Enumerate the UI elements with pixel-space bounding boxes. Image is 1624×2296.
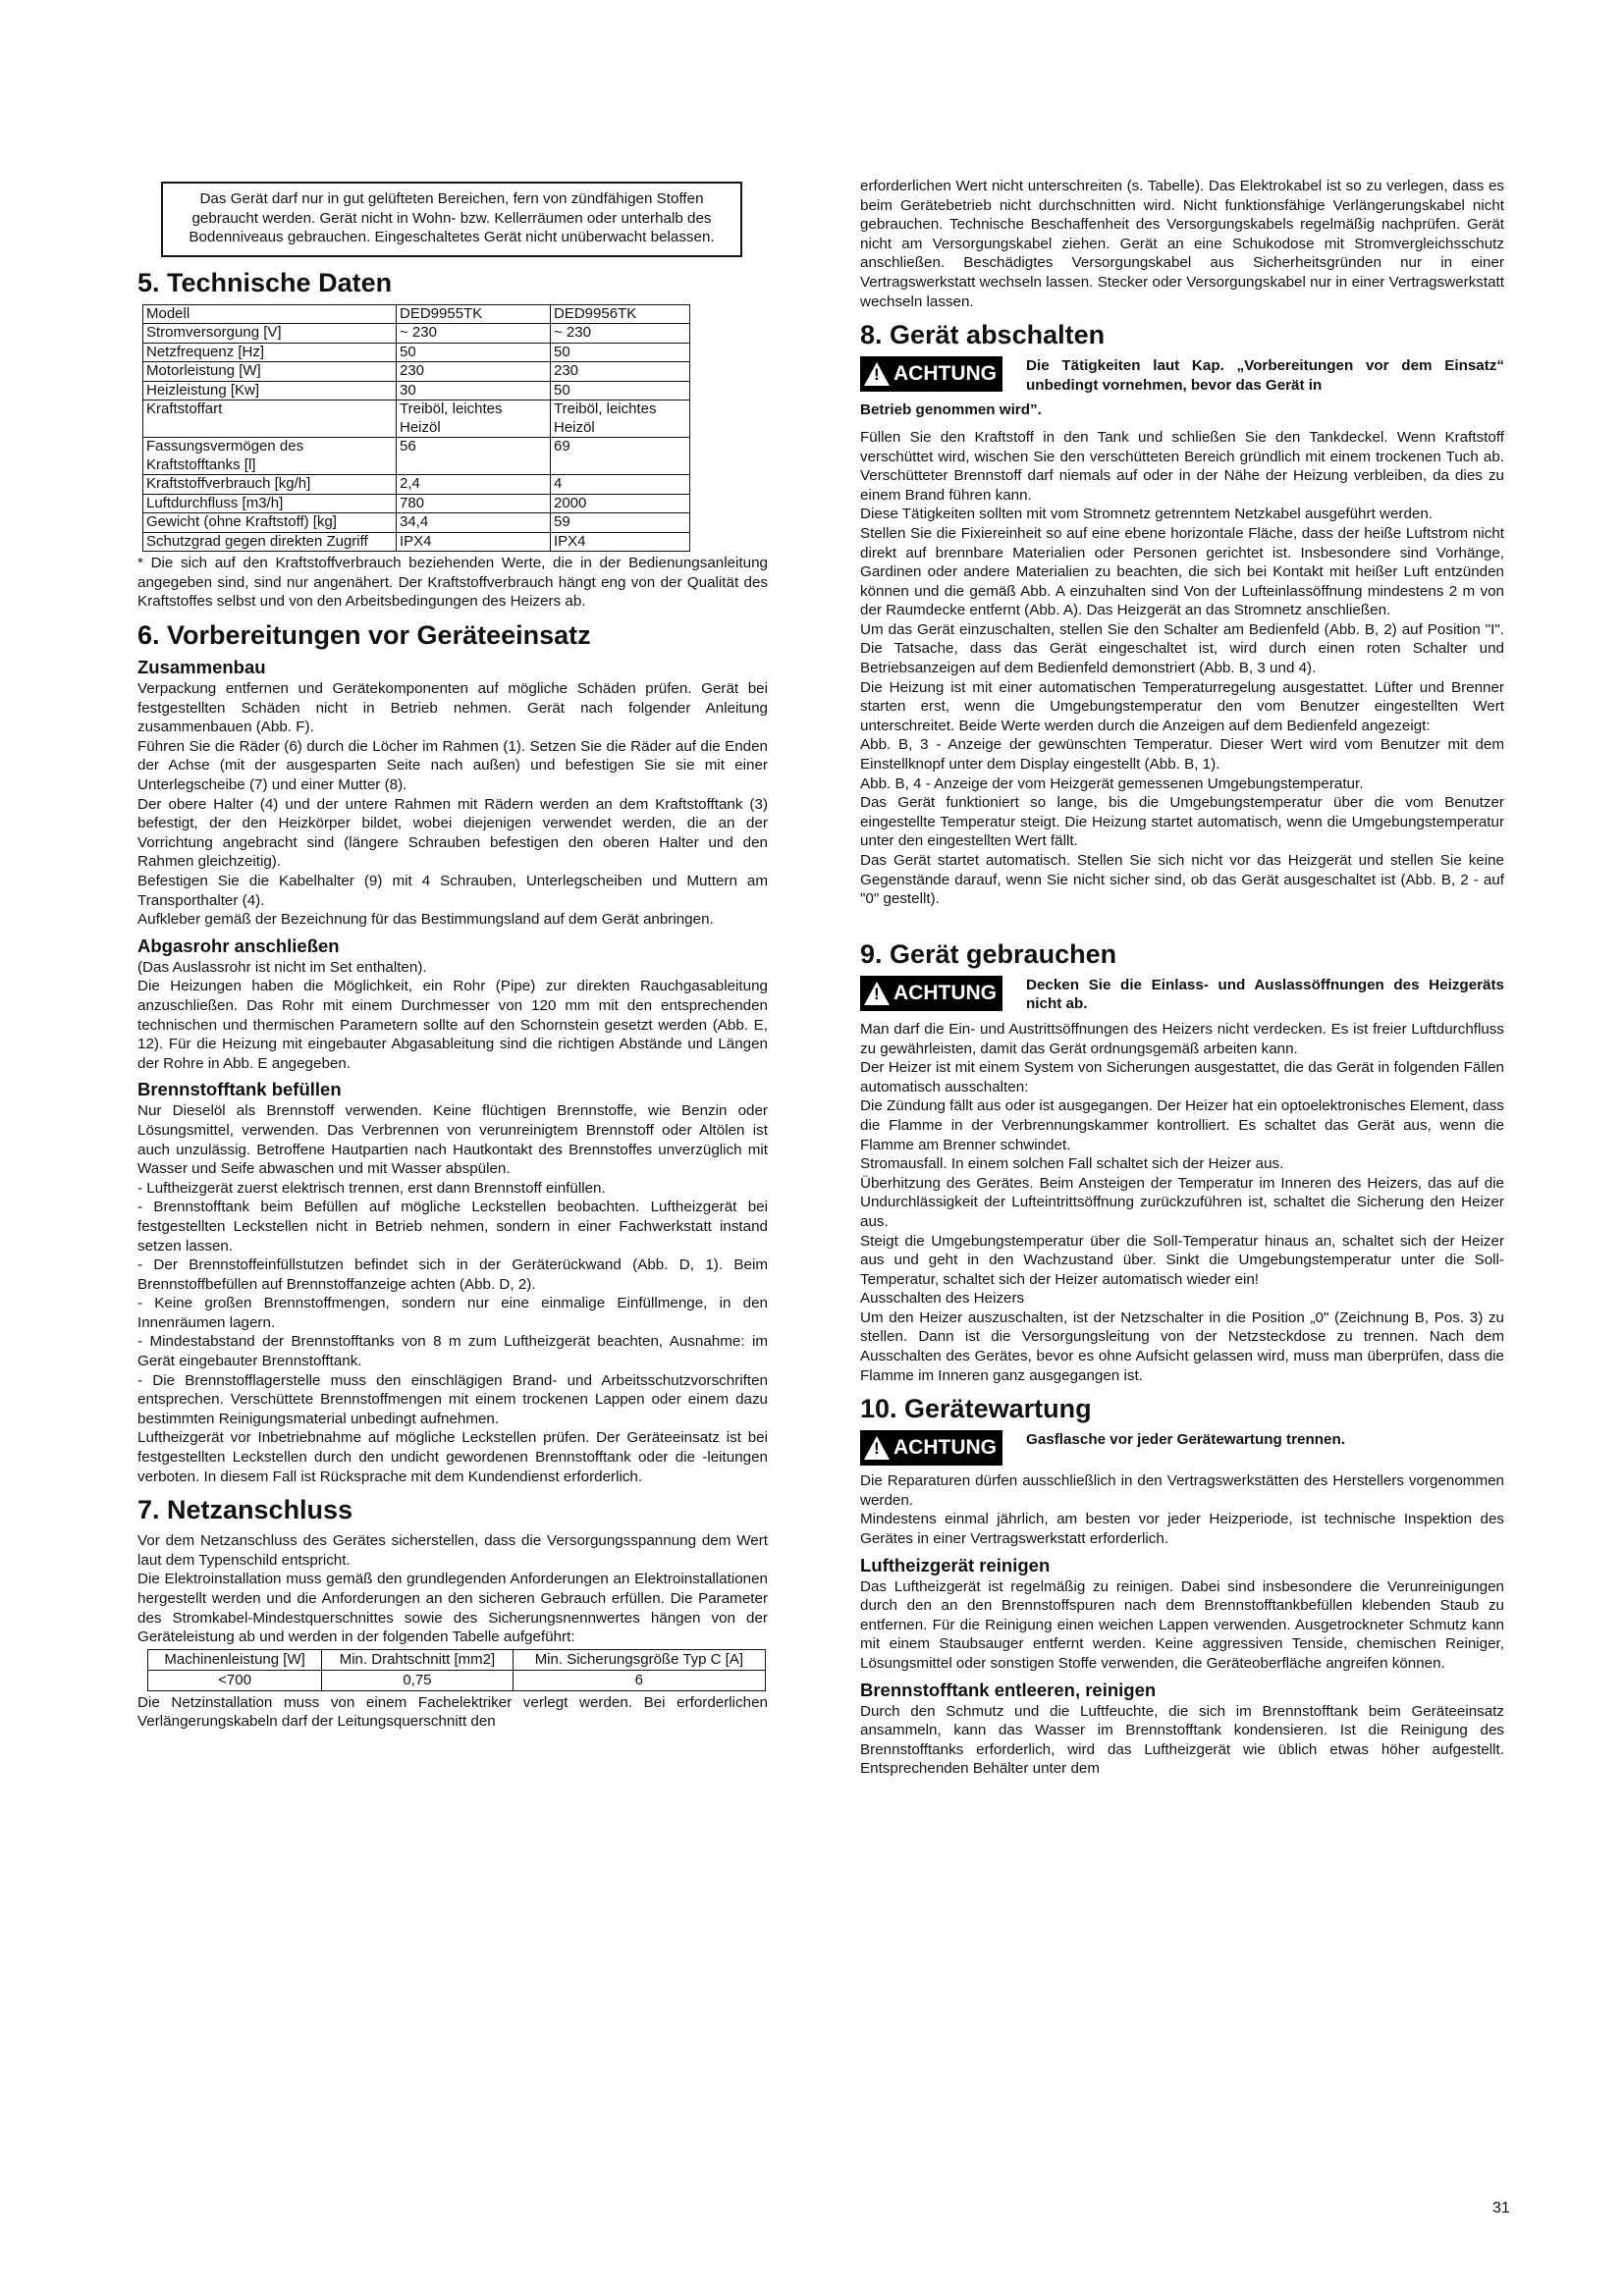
table-cell: Luftdurchfluss [m3/h] xyxy=(143,494,397,513)
table-cell: Stromversorgung [V] xyxy=(143,324,397,344)
table-cell: Kraftstoffart xyxy=(143,400,397,438)
fuel-footnote: * Die sich auf den Kraftstoffverbrauch beziehenden Werte, die in der Bedienungsanleitung angegeben sind, sind nur angenähert. Der Kraftstoffverbrauch hängt eng von der Qualität des Kraftstoffes selbst und von den Arbeitsbedingungen des Heizers ab. xyxy=(137,555,768,611)
paragraph: Der Heizer ist mit einem System von Sicherungen ausgestattet, die das Gerät in folgenden Fällen automatisch ausschalten: xyxy=(860,1059,1504,1095)
table-cell: 69 xyxy=(551,438,690,475)
page-number: 31 xyxy=(1492,2200,1510,2216)
table-cell: 2000 xyxy=(551,494,690,513)
safety-warning-box xyxy=(161,182,742,257)
achtung-text-continued: Betrieb genommen wird”. xyxy=(860,401,1042,419)
paragraph: Überhitzung des Gerätes. Beim Ansteigen der Temperatur im Inneren des Heizers, das auf die Undurchlässigkeit der Lufteintrittsöffnung zurückzuführen ist, schaltet die Sicherung den Heizer aus. xyxy=(860,1174,1504,1230)
paragraph: Nur Dieselöl als Brennstoff verwenden. Keine flüchtigen Brennstoffe, wie Benzin oder Lösungsmittel, verwenden. Das Verbrennen von verunreinigtem Brennstoff oder Altölen ist auch unzulässig. Betroffene Hautpartien nach Hautkontakt des Brennstoffes unverzüglich mit Wasser und Seife abwaschen und mit Wasser abspülen. xyxy=(137,1102,768,1178)
table-cell: Treiböl, leichtes Heizöl xyxy=(551,400,690,438)
table-cell: 4 xyxy=(551,475,690,495)
heater-cleaning-heading: Luftheizgerät reinigen xyxy=(860,1554,1051,1575)
assembly-heading: Zusammenbau xyxy=(137,657,266,678)
paragraph: (Das Auslassrohr ist nicht im Set enthalten). xyxy=(137,958,427,976)
left-column xyxy=(137,177,768,1732)
warning-triangle-icon xyxy=(864,362,890,386)
table-row xyxy=(143,400,690,438)
paragraph: Die Heizung ist mit einer automatischen Temperaturregelung ausgestattet. Lüfter und Brenner starten erst, wenn die Umgebungstemperatur den vom Benutzer eingestellten Wert unterschreitet. Beide Werte werden durch die Anzeigen auf dem Bedienfeld angezeigt: xyxy=(860,678,1504,734)
table-header-row xyxy=(148,1649,766,1670)
paragraph: Der obere Halter (4) und der untere Rahmen mit Rädern werden an dem Kraftstofftank (3) befestigt, der den Heizkörper bildet, wobei diejenigen verwendet werden, die an der Vorrichtung angebracht sind (längere Schrauben befestigen den oberen Halter und den Rahmen gleichzeitig). xyxy=(137,795,768,871)
paragraph: - Brennstofftank beim Befüllen auf mögliche Leckstellen beobachten. Luftheizgerät bei festgestellten Leckstellen nicht in Betrieb nehmen, sondern in einer Fachwerkstatt instand setzen lassen. xyxy=(137,1199,768,1255)
achtung-label: ACHTUNG xyxy=(893,362,997,386)
table-cell: Heizleistung [Kw] xyxy=(143,381,397,400)
table-row xyxy=(143,438,690,475)
table-row xyxy=(143,343,690,362)
section-5-heading: 5. Technische Daten xyxy=(137,267,393,297)
table-cell: 34,4 xyxy=(397,513,551,533)
tank-emptying-heading: Brennstofftank entleeren, reinigen xyxy=(860,1679,1157,1700)
paragraph: Abb. B, 3 - Anzeige der gewünschten Temperatur. Dieser Wert wird vom Benutzer mit dem Einstellknopf unter dem Display eingestellt (Abb. B, 1). xyxy=(860,736,1504,774)
table-row xyxy=(143,324,690,344)
table-cell: 50 xyxy=(397,343,551,362)
paragraph: Abb. B, 4 - Anzeige der vom Heizgerät gemessenen Umgebungstemperatur. xyxy=(860,774,1364,792)
achtung-text: Decken Sie die Einlass- und Auslassöffnungen des Heizgeräts nicht ab. xyxy=(1026,976,1504,1013)
paragraph: - Keine großen Brennstoffmengen, sondern nur eine einmalige Einfüllmenge, in den Innenräumen lagern. xyxy=(137,1295,768,1331)
exhaust-pipe-heading: Abgasrohr anschließen xyxy=(137,934,340,956)
paragraph: - Die Brennstofflagerstelle muss den einschlägigen Brand- und Arbeitsschutzvorschriften entsprechen. Verschüttete Brennstoffmengen mit einem trockenen Lappen oder einem dazu bestimmten Reinigungsmaterial unbedingt aufnehmen. xyxy=(137,1371,768,1427)
achtung-text: Gasflasche vor jeder Gerätewartung trennen. xyxy=(1026,1431,1345,1449)
achtung-badge xyxy=(860,976,1002,1011)
table-cell: 50 xyxy=(551,381,690,400)
paragraph: - Mindestabstand der Brennstofftanks von 8 m zum Luftheizgerät beachten, Ausnahme: im Gerät eingebauter Brennstofftank. xyxy=(137,1333,768,1370)
table-cell: ~ 230 xyxy=(551,324,690,344)
safety-warning-text: Das Gerät darf nur in gut gelüfteten Bereichen, fern von zündfähigen Stoffen gebraucht werden. Gerät nicht in Wohn- bzw. Kellerräumen oder unterhalb des Bodenniveaus gebrauchen. Eingeschaltetes Gerät nicht unüberwacht belassen. xyxy=(189,190,715,246)
table-cell: Motorleistung [W] xyxy=(143,362,397,382)
table-header-cell: DED9955TK xyxy=(397,304,551,324)
achtung-badge xyxy=(860,1430,1002,1466)
warning-triangle-icon xyxy=(864,982,890,1005)
paragraph: Das Luftheizgerät ist regelmäßig zu reinigen. Dabei sind insbesondere die Verunreinigungen durch den an den Brennstoffspuren nach dem Brennstofftankbefüllen klebenden Staub zu entfernen. Für die Reinigung einen weichen Lappen verwenden. Ausgetrockneter Schmutz kann mit einem Staubsauger entfernt werden. Keine aggressiven Tenside, chemischen Reiniger, Lösungsmittel oder sonstigen Stoffe verwenden, die Geräteoberfläche angreifen können. xyxy=(860,1577,1504,1672)
achtung-warning xyxy=(860,356,1504,395)
table-cell: 780 xyxy=(397,494,551,513)
paragraph: Mindestens einmal jährlich, am besten vor jeder Heizperiode, ist technische Inspektion des Gerätes in einer Vertragswerkstatt erforderlich. xyxy=(860,1511,1504,1548)
table-row xyxy=(143,475,690,495)
table-row xyxy=(148,1670,766,1690)
table-cell: Kraftstoffverbrauch [kg/h] xyxy=(143,475,397,495)
achtung-warning xyxy=(860,976,1504,1014)
table-cell: 59 xyxy=(551,513,690,533)
table-cell: IPX4 xyxy=(397,532,551,552)
paragraph: Stellen Sie die Fixiereinheit so auf eine ebene horizontale Fläche, dass der heiße Luftstrom nicht direkt auf brennbare Materialien oder Personen gerichtet ist. Insbesondere sind Vorhänge, Gardinen oder andere Materialien zu beachten, die sich bei Kontakt mit heißer Luft entzünden können und die gemäß Abb. A einzuhalten sind Von der Lufteinlassöffnung mindestens 2 m von der Raumdecke entfernt (Abb. A). Das Heizgerät an das Stromnetz anschließen. xyxy=(860,524,1504,619)
paragraph: Ausschalten des Heizers xyxy=(860,1290,1025,1308)
table-header-cell: Modell xyxy=(143,304,397,324)
paragraph: Luftheizgerät vor Inbetriebnahme auf mögliche Leckstellen prüfen. Der Geräteeinsatz ist bei festgestellten Leckstellen durch den undicht gewordenen Brennstofftank oder die -leitungen verboten. In diesem Fall ist Rücksprache mit dem Kundendienst erforderlich. xyxy=(137,1429,768,1485)
paragraph: Das Gerät funktioniert so lange, bis die Umgebungstemperatur über die vom Benutzer eingestellte Temperatur steigt. Die Heizung startet automatisch, wenn die Umgebungstemperatur unter den eingestellten Wert fällt. xyxy=(860,794,1504,850)
table-cell: ~ 230 xyxy=(397,324,551,344)
table-row xyxy=(143,513,690,533)
paragraph: Die Reparaturen dürfen ausschließlich in den Vertragswerkstätten des Herstellers vorgenommen werden. xyxy=(860,1472,1504,1509)
table-cell: 0,75 xyxy=(322,1670,514,1690)
table-cell: Treiböl, leichtes Heizöl xyxy=(397,400,551,438)
paragraph: erforderlichen Wert nicht unterschreiten (s. Tabelle). Das Elektrokabel ist so zu verlegen, dass es beim Gerätebetrieb nicht durchschnitten wird. Nicht funktionsfähige Verlängerungskabel nicht gebrauchen. Technische Beschaffenheit des Versorgungskabels regelmäßig nachprüfen. Gerät nicht am Versorgungskabel ziehen. Gerät an eine Schukodose mit Stromvergleichsschutz anschließen. Beschädigtes Versorgungskabel aus Sicherheitsgründen nur in einer Vertragswerkstatt wechseln lassen. Stecker oder Versorgungskabel nur in einer Vertragswerkstatt wechseln lassen. xyxy=(860,178,1504,310)
achtung-label: ACHTUNG xyxy=(893,1436,997,1460)
section-7-heading: 7. Netzanschluss xyxy=(137,1495,353,1525)
paragraph: Stromausfall. In einem solchen Fall schaltet sich der Heizer aus. xyxy=(860,1155,1284,1173)
table-row xyxy=(143,494,690,513)
section-9-heading: 9. Gerät gebrauchen xyxy=(860,938,1117,969)
table-cell: 50 xyxy=(551,343,690,362)
paragraph: Die Heizungen haben die Möglichkeit, ein Rohr (Pipe) zur direkten Rauchgasableitung anzuschließen. Das Rohr mit einem Durchmesser von 120 mm mit den entsprechenden technischen und thermischen Parametern sollte auf den Schornstein gesetzt werden (Abb. E, 12). Für die Heizung mit eingebauter Abgasableitung sind die richtigen Abstände und Längen der Rohre in Abb. E angegeben. xyxy=(137,978,768,1072)
table-cell: Fassungsvermögen des Kraftstofftanks [l] xyxy=(143,438,397,475)
table-header-cell: Min. Sicherungsgröße Typ C [A] xyxy=(513,1649,765,1670)
table-cell: Gewicht (ohne Kraftstoff) [kg] xyxy=(143,513,397,533)
table-row xyxy=(143,532,690,552)
table-cell: Netzfrequenz [Hz] xyxy=(143,343,397,362)
paragraph: Um den Heizer auszuschalten, ist der Netzschalter in die Position „0" (Zeichnung B, Pos. 3) zu stellen. Dann ist die Versorgungsleitung von der Netzsteckdose zu trennen. Nach dem Ausschalten des Gerätes, bevor es ohne Aufsicht gelassen wird, muss man überprüfen, dass die Flamme im Inneren ganz ausgegangen ist. xyxy=(860,1308,1504,1384)
technical-data-body xyxy=(143,304,690,552)
table-cell: 2,4 xyxy=(397,475,551,495)
paragraph: Um das Gerät einzuschalten, stellen Sie den Schalter am Bedienfeld (Abb. B, 2) auf Position "I". Die Tatsache, dass das Gerät eingeschaltet ist, wird durch einen roten Schalter und Betriebsanzeigen auf dem Bedienfeld demonstriert (Abb. B, 3 und 4). xyxy=(860,620,1504,677)
achtung-text: Die Tätigkeiten laut Kap. „Vorbereitungen vor dem Einsatz“ unbedingt vornehmen, bevor das Gerät in xyxy=(1026,357,1504,394)
paragraph: Führen Sie die Räder (6) durch die Löcher im Rahmen (1). Setzen Sie die Räder auf die Enden der Achse (mit der ausgesparten Seite nach außen) und befestigen Sie sie mit einer Unterlegscheibe (7) und einer Mutter (8). xyxy=(137,737,768,794)
paragraph: - Der Brennstoffeinfüllstutzen befindet sich in der Geräterückwand (Abb. D, 1). Beim Brennstoffbefüllen auf Brennstoffanzeige achten (Abb. D, 2). xyxy=(137,1256,768,1293)
table-cell: 30 xyxy=(397,381,551,400)
warning-triangle-icon xyxy=(864,1436,890,1460)
table-header-row xyxy=(143,304,690,324)
paragraph: Füllen Sie den Kraftstoff in den Tank und schließen Sie den Tankdeckel. Wenn Kraftstoff verschüttet wird, wischen Sie den verschütteten Bereich gründlich mit einem trockenen Tuch ab. Verschütteter Brennstoff darf niemals auf oder in der Nähe der Heizung verbleiben, da dies zu einem Brand führen kann. xyxy=(860,428,1504,504)
table-cell: IPX4 xyxy=(551,532,690,552)
achtung-label: ACHTUNG xyxy=(893,981,997,1004)
table-row xyxy=(143,381,690,400)
paragraph: Vor dem Netzanschluss des Gerätes sicherstellen, dass die Versorgungsspannung dem Wert laut dem Typenschild entspricht. xyxy=(137,1532,768,1569)
paragraph: Befestigen Sie die Kabelhalter (9) mit 4 Schrauben, Unterlegscheiben und Muttern am Transporthalter (4). xyxy=(137,873,768,909)
paragraph: Aufkleber gemäß der Bezeichnung für das Bestimmungsland auf dem Gerät anbringen. xyxy=(137,911,714,929)
achtung-badge xyxy=(860,356,1002,392)
table-header-cell: DED9956TK xyxy=(551,304,690,324)
paragraph: Verpackung entfernen und Gerätekomponenten auf mögliche Schäden prüfen. Gerät bei festgestellten Schäden nicht in Betrieb nehmen. Gerät nach folgender Anleitung zusammenbauen (Abb. F). xyxy=(137,680,768,736)
paragraph: Die Zündung fällt aus oder ist ausgegangen. Der Heizer hat ein optoelektronisches Element, dass die Flamme in der Verbrennungskammer kontrolliert. Es schaltet das Gerät aus, wenn die Flamme am Brenner schwindet. xyxy=(860,1097,1504,1153)
section-8-heading: 8. Gerät abschalten xyxy=(860,320,1106,350)
paragraph: Steigt die Umgebungstemperatur über die Soll-Temperatur hinaus an, schaltet sich der Heizer aus und geht in den Wachzustand über. Sinkt die Umgebungstemperatur unter die Soll-Temperatur, schaltet sich der Heizer automatisch wieder ein! xyxy=(860,1232,1504,1288)
section-6-heading: 6. Vorbereitungen vor Geräteeinsatz xyxy=(137,620,591,651)
table-header-cell: Min. Drahtschnitt [mm2] xyxy=(322,1649,514,1670)
technical-data-table xyxy=(142,304,690,553)
table-cell: Schutzgrad gegen direkten Zugriff xyxy=(143,532,397,552)
paragraph: Man darf die Ein- und Austrittsöffnungen des Heizers nicht verdecken. Es ist freier Luftdurchfluss zu gewährleisten, damit das Gerät ordnungsgemäß arbeiten kann. xyxy=(860,1020,1504,1057)
fuel-tank-fill-heading: Brennstofftank befüllen xyxy=(137,1079,342,1100)
cable-fuse-table xyxy=(147,1649,766,1691)
table-cell: <700 xyxy=(148,1670,322,1690)
paragraph: Durch den Schmutz und die Luftfeuchte, die sich im Brennstofftank beim Geräteeinsatz ansammeln, kann das Wasser im Brennstofftank kondensieren. Ist die Reinigung des Brennstofftanks erforderlich, wird das Luftheizgerät wie üblich etwas höher aufgestellt. Entsprechenden Behälter unter dem xyxy=(860,1702,1504,1778)
paragraph: Die Netzinstallation muss von einem Fachelektriker verlegt werden. Bei erforderlichen Verlängerungskabeln darf der Leitungsquerschnitt den xyxy=(137,1693,768,1731)
table-header-cell: Machinenleistung [W] xyxy=(148,1649,322,1670)
table-cell: 56 xyxy=(397,438,551,475)
section-10-heading: 10. Gerätewartung xyxy=(860,1394,1092,1424)
paragraph: Die Elektroinstallation muss gemäß den grundlegenden Anforderungen an Elektroinstallationen hergestellt werden und die Anforderungen an den sicheren Gebrauch erfüllen. Die Parameter des Stromkabel-Mindestquerschnittes sowie des Sicherungsnennwertes hängen von der Geräteleistung ab und werden in der folgenden Tabelle aufgeführt: xyxy=(137,1571,768,1646)
table-cell: 230 xyxy=(397,362,551,382)
paragraph: Diese Tätigkeiten sollten mit vom Stromnetz getrenntem Netzkabel ausgeführt werden. xyxy=(860,506,1434,523)
paragraph: Das Gerät startet automatisch. Stellen Sie sich nicht vor das Heizgerät und stellen Sie keine Gegenstände darauf, wenn Sie nicht sicher sind, ob das Gerät ausgeschaltet ist (Abb. B, 2 - auf "0" gestellt). xyxy=(860,852,1504,908)
right-column xyxy=(860,177,1504,1779)
paragraph: - Luftheizgerät zuerst elektrisch trennen, erst dann Brennstoff einfüllen. xyxy=(137,1179,606,1197)
achtung-warning xyxy=(860,1430,1504,1466)
table-row xyxy=(143,362,690,382)
table-cell: 230 xyxy=(551,362,690,382)
table-cell: 6 xyxy=(513,1670,765,1690)
